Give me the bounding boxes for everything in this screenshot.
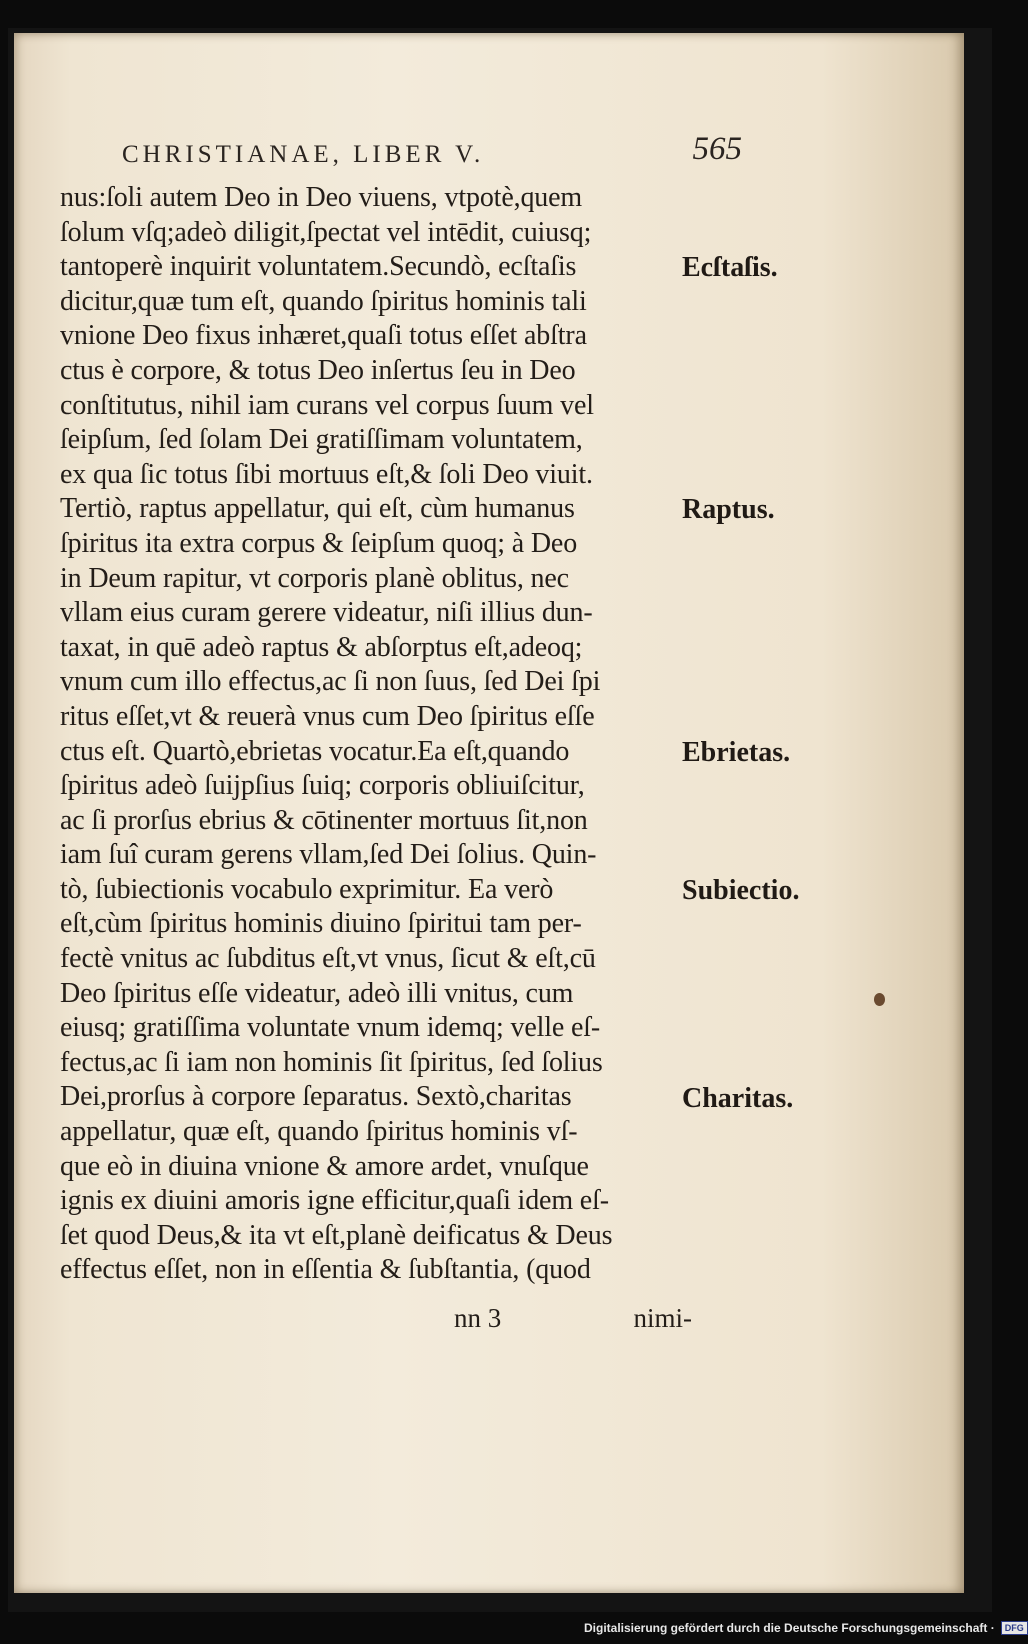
text-line: eiusq; gratiſſima voluntate vnum idemq; velle eſ- bbox=[60, 1012, 601, 1044]
text-line: que eò in diuina vnione & amore ardet, vnuſque bbox=[60, 1150, 589, 1182]
margin-note: Subiectio. bbox=[682, 875, 800, 906]
text-line: conſtitutus, nihil iam curans vel corpus ſuum vel bbox=[60, 389, 594, 421]
text-line: appellatur, quæ eſt, quando ſpiritus hominis vſ- bbox=[60, 1116, 578, 1148]
margin-note: Charitas. bbox=[682, 1082, 794, 1114]
text-line: vnum cum illo effectus,ac ſi non ſuus, ſed Dei ſpi bbox=[60, 666, 601, 698]
text-line: Dei,prorſus à corpore ſeparatus. Sextò,charitas bbox=[60, 1081, 572, 1113]
book-page bbox=[14, 33, 964, 1593]
credit-text: Digitalisierung gefördert durch die Deutsche Forschungsgemeinschaft · bbox=[584, 1621, 995, 1635]
text-line: vnione Deo fixus inhæret,quaſi totus eſſet abſtra bbox=[60, 320, 587, 352]
text-line: vllam eius curam gerere videatur, niſi illius dun- bbox=[60, 597, 593, 629]
text-line: ctus eſt. Quartò,ebrietas vocatur.Ea eſt,quando bbox=[60, 735, 570, 767]
text-line: ſolum vſq;adeò diligit,ſpectat vel intēdit, cuiusq; bbox=[60, 216, 592, 248]
text-line: tantoperè inquirit voluntatem.Secundò, ecſtaſis bbox=[60, 251, 577, 283]
text-line: ctus è corpore, & totus Deo inſertus ſeu in Deo bbox=[60, 354, 576, 386]
text-line: Deo ſpiritus eſſe videatur, adeò illi vnitus, cum bbox=[60, 977, 574, 1009]
text-line: ritus eſſet,vt & reuerà vnus cum Deo ſpiritus eſſe bbox=[60, 700, 595, 732]
text-line: in Deum rapitur, vt corporis planè oblitus, nec bbox=[60, 562, 569, 594]
scan-frame bbox=[8, 28, 992, 1612]
margin-note: Ecſtaſis. bbox=[682, 252, 778, 284]
text-line: Tertiò, raptus appellatur, qui eſt, cùm humanus bbox=[60, 493, 575, 525]
text-line: ex qua ſic totus ſibi mortuus eſt,& ſoli Deo viuit. bbox=[60, 458, 593, 490]
catchword: nimi- bbox=[633, 1303, 692, 1333]
text-line: ſeipſum, ſed ſolam Dei gratiſſimam voluntatem, bbox=[60, 424, 583, 456]
text-line: ſet quod Deus,& ita vt eſt,planè deificatus & Deus bbox=[60, 1219, 613, 1251]
margin-note: Ebrietas. bbox=[682, 736, 791, 768]
page-header bbox=[122, 131, 742, 185]
text-line: ignis ex diuini amoris igne efficitur,quaſi idem eſ- bbox=[60, 1185, 609, 1217]
text-line: dicitur,quæ tum eſt, quando ſpiritus hominis tali bbox=[60, 285, 587, 317]
signature-mark: nn 3 bbox=[454, 1303, 502, 1333]
dfg-logo: DFG bbox=[1001, 1621, 1028, 1635]
ink-spot bbox=[874, 993, 885, 1006]
text-line: ac ſi prorſus ebrius & cōtinenter mortuus ſit,non bbox=[60, 804, 588, 836]
folio-number: 565 bbox=[692, 131, 742, 167]
text-line: iam ſuî curam gerens vllam,ſed Dei ſolius. Quin- bbox=[60, 839, 597, 871]
digitization-credit bbox=[584, 1618, 1028, 1638]
margin-note: Raptus. bbox=[682, 494, 775, 526]
text-line: fectè vnitus ac ſubditus eſt,vt vnus, ſicut & eſt,cū bbox=[60, 943, 596, 975]
text-line: nus:ſoli autem Deo in Deo viuens, vtpotè,quem bbox=[60, 182, 583, 213]
text-line: ſpiritus adeò ſuijpſius ſuiq; corporis obliuiſcitur, bbox=[60, 770, 585, 802]
text-line: taxat, in quē adeò raptus & abſorptus eſt,adeoq; bbox=[60, 631, 583, 663]
text-line: effectus eſſet, non in eſſentia & ſubſtantia, (quod bbox=[60, 1254, 591, 1286]
text-line: fectus,ac ſi iam non hominis ſit ſpiritus, ſed ſolius bbox=[60, 1046, 603, 1078]
text-line: ſpiritus ita extra corpus & ſeipſum quoq; à Deo bbox=[60, 527, 578, 559]
text-block bbox=[60, 181, 692, 1288]
page-footer bbox=[444, 1303, 692, 1343]
text-line: eſt,cùm ſpiritus hominis diuino ſpiritui tam per- bbox=[60, 908, 582, 940]
text-line: tò, ſubiectionis vocabulo exprimitur. Ea verò bbox=[60, 873, 554, 905]
running-title: CHRISTIANAE, LIBER V. bbox=[122, 141, 485, 168]
